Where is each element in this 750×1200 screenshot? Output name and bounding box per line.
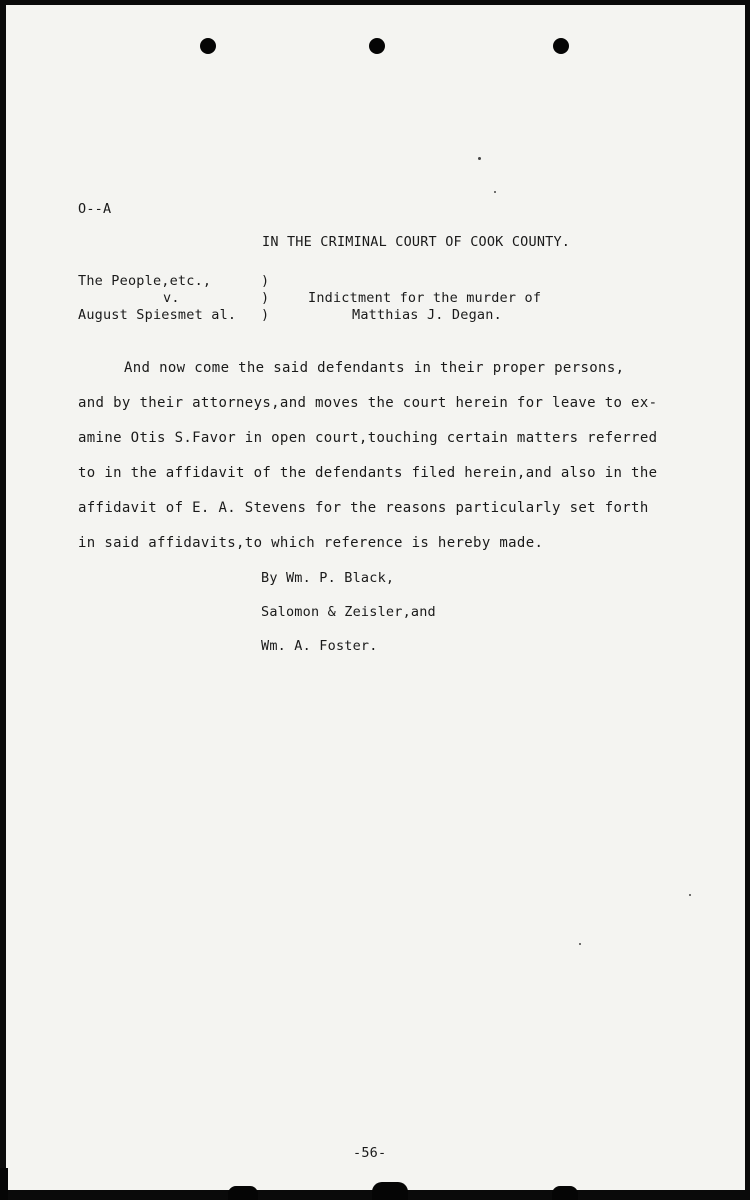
caption-bracket: )	[261, 290, 270, 306]
bottom-edge-mark	[372, 1182, 408, 1200]
caption-versus: v.	[163, 290, 180, 306]
caption-bracket: )	[261, 273, 270, 289]
punch-hole-center	[369, 38, 385, 54]
bottom-edge-mark	[552, 1186, 578, 1200]
caption-plaintiff: The People,etc.,	[78, 273, 212, 289]
signature-line: Wm. A. Foster.	[261, 638, 378, 654]
page-number: -56-	[353, 1145, 387, 1161]
paper-speck	[689, 894, 691, 896]
body-line: to in the affidavit of the defendants filed herein,and also in the	[78, 465, 658, 481]
document-page	[6, 5, 745, 1190]
charge-line-1: Indictment for the murder of	[308, 290, 542, 306]
signature-line: Salomon & Zeisler,and	[261, 604, 436, 620]
body-line: amine Otis S.Favor in open court,touching certain matters referred	[78, 430, 658, 446]
reference-code: O--A	[78, 201, 112, 217]
signature-line: By Wm. P. Black,	[261, 570, 395, 586]
bottom-edge-mark	[228, 1186, 258, 1200]
caption-defendant: August Spiesmet al.	[78, 307, 237, 323]
paper-speck	[478, 157, 481, 160]
body-line: in said affidavits,to which reference is hereby made.	[78, 535, 544, 551]
punch-hole-right	[553, 38, 569, 54]
body-line: affidavit of E. A. Stevens for the reasons particularly set forth	[78, 500, 649, 516]
body-line: and by their attorneys,and moves the court herein for leave to ex-	[78, 395, 658, 411]
punch-hole-left	[200, 38, 216, 54]
bottom-edge-mark	[0, 1168, 8, 1200]
paper-speck	[579, 943, 581, 945]
paper-speck	[494, 191, 496, 193]
body-line: And now come the said defendants in their proper persons,	[124, 360, 625, 376]
caption-bracket: )	[261, 307, 270, 323]
court-heading: IN THE CRIMINAL COURT OF COOK COUNTY.	[262, 234, 571, 250]
charge-line-2: Matthias J. Degan.	[352, 307, 502, 323]
